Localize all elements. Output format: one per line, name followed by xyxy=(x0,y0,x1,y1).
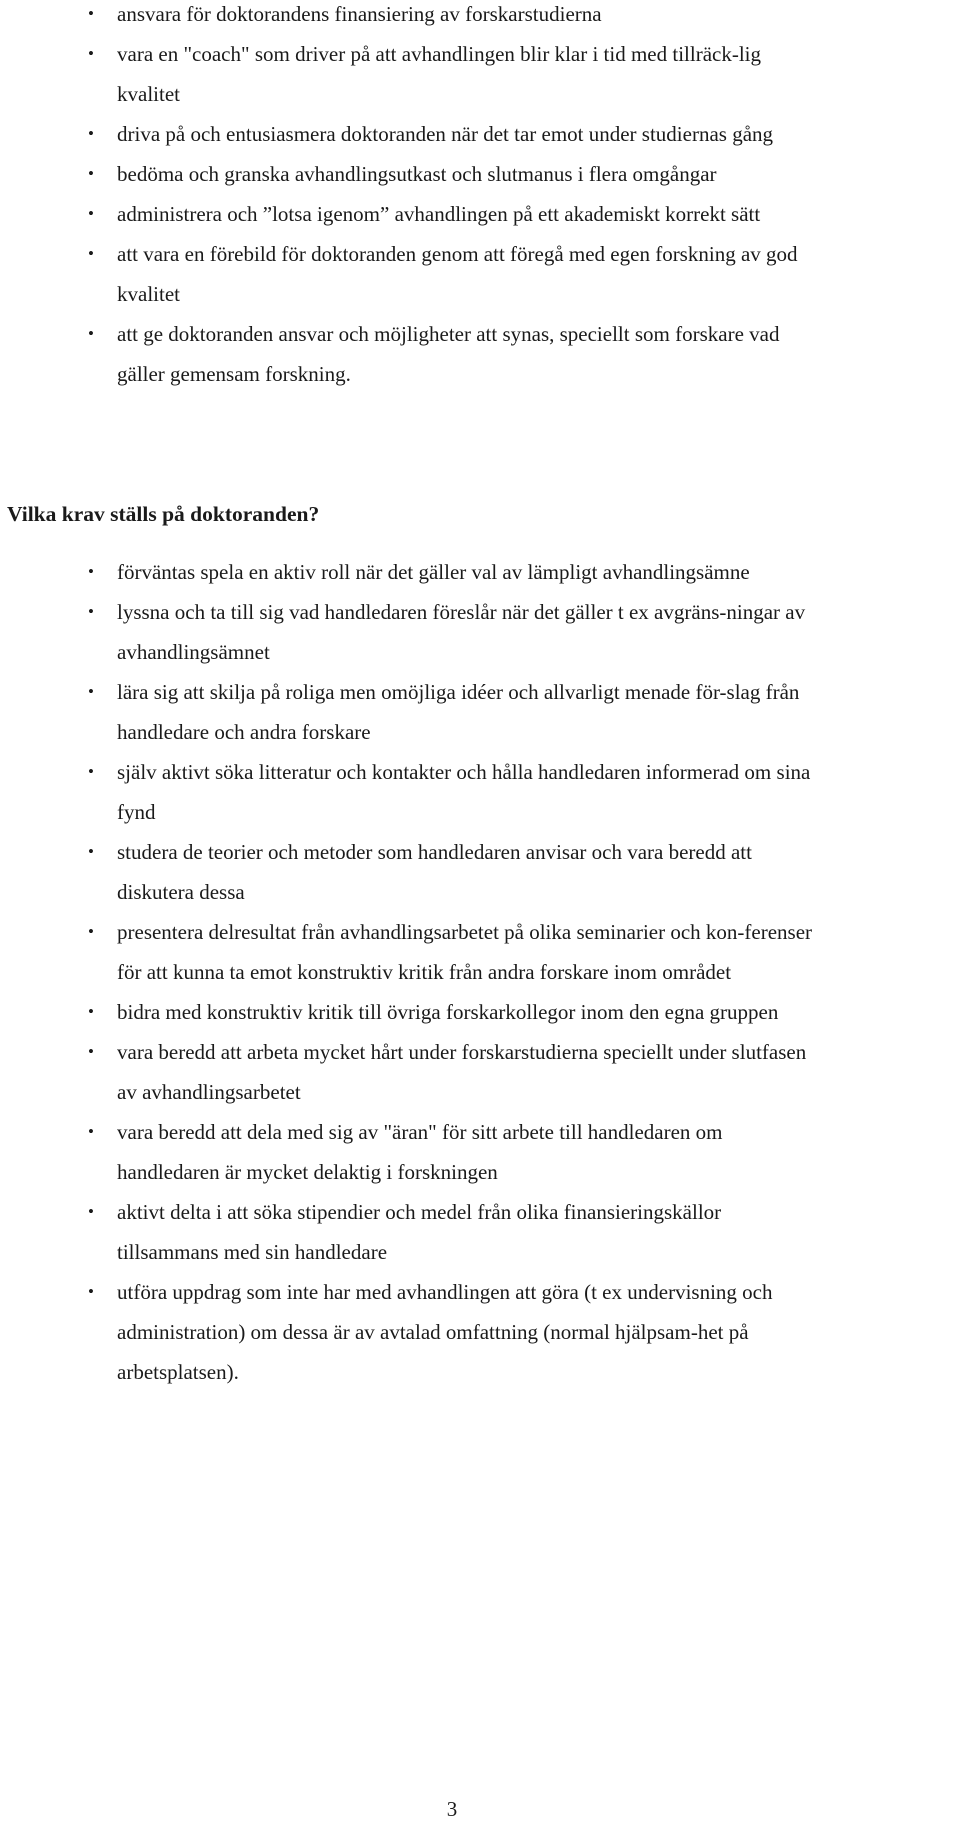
list-item xyxy=(88,1272,818,1392)
list-item-text: ansvara för doktorandens finansiering av forskarstudierna xyxy=(117,2,602,26)
doctoral-student-requirements-list xyxy=(88,552,818,1392)
list-item-text: förväntas spela en aktiv roll när det gäller val av lämpligt avhandlingsämne xyxy=(117,560,750,584)
list-item xyxy=(88,234,818,314)
bullet-icon: • xyxy=(88,922,94,941)
list-item-text: administrera och ”lotsa igenom” avhandlingen på ett akademiskt korrekt sätt xyxy=(117,202,761,226)
bullet-icon: • xyxy=(88,602,94,621)
list-item xyxy=(88,752,818,832)
bullet-icon: • xyxy=(88,124,94,143)
bullet-icon: • xyxy=(88,842,94,861)
list-item xyxy=(88,0,818,34)
bullet-icon: • xyxy=(88,1202,94,1221)
bullet-icon: • xyxy=(88,762,94,781)
list-item-text: studera de teorier och metoder som handledaren anvisar och vara beredd att diskutera dessa xyxy=(117,840,752,904)
list-item xyxy=(88,1112,818,1192)
list-item-text: presentera delresultat från avhandlingsarbetet på olika seminarier och kon-ferenser för att kunna ta emot konstruktiv kritik från andra forskare inom området xyxy=(117,920,813,984)
bullet-icon: • xyxy=(88,244,94,263)
list-item-text: vara beredd att arbeta mycket hårt under forskarstudierna speciellt under slutfasen av avhandlingsarbetet xyxy=(117,1040,807,1104)
bullet-icon: • xyxy=(88,682,94,701)
list-item-text: driva på och entusiasmera doktoranden när det tar emot under studiernas gång xyxy=(117,122,774,146)
bullet-icon: • xyxy=(88,324,94,343)
list-item xyxy=(88,314,818,394)
list-item-text: vara en "coach" som driver på att avhandlingen blir klar i tid med tillräck-lig kvalitet xyxy=(117,42,762,106)
section-heading: Vilka krav ställs på doktoranden? xyxy=(7,502,320,526)
list-item-text: själv aktivt söka litteratur och kontakter och hålla handledaren informerad om sina fynd xyxy=(117,760,811,824)
supervisor-duties-list xyxy=(88,0,818,394)
list-item xyxy=(88,832,818,912)
list-item-text: lyssna och ta till sig vad handledaren föreslår när det gäller t ex avgräns-ningar av avhandlingsämnet xyxy=(117,600,806,664)
list-item xyxy=(88,1192,818,1272)
bullet-icon: • xyxy=(88,1042,94,1061)
list-item xyxy=(88,154,818,194)
bullet-icon: • xyxy=(88,1002,94,1021)
list-item xyxy=(88,1032,818,1112)
list-item-text: vara beredd att dela med sig av "äran" för sitt arbete till handledaren om handledaren är mycket delaktig i forskningen xyxy=(117,1120,723,1184)
list-item-text: utföra uppdrag som inte har med avhandlingen att göra (t ex undervisning och administration) om dessa är av avtalad omfattning (normal hjälpsam-het på arbetsplatsen). xyxy=(117,1280,773,1384)
list-item-text: att ge doktoranden ansvar och möjligheter att synas, speciellt som forskare vad gäller gemensam forskning. xyxy=(117,322,780,386)
list-item xyxy=(88,194,818,234)
bullet-icon: • xyxy=(88,4,94,23)
bullet-icon: • xyxy=(88,204,94,223)
bullet-icon: • xyxy=(88,1122,94,1141)
list-item-text: lära sig att skilja på roliga men omöjliga idéer och allvarligt menade för-slag från handledare och andra forskare xyxy=(117,680,800,744)
bullet-icon: • xyxy=(88,164,94,183)
list-item-text: aktivt delta i att söka stipendier och medel från olika finansieringskällor tillsammans med sin handledare xyxy=(117,1200,722,1264)
list-item-text: att vara en förebild för doktoranden genom att föregå med egen forskning av god kvalitet xyxy=(117,242,798,306)
list-item-text: bidra med konstruktiv kritik till övriga forskarkollegor inom den egna gruppen xyxy=(117,1000,779,1024)
list-item xyxy=(88,552,818,592)
list-item xyxy=(88,992,818,1032)
bullet-icon: • xyxy=(88,1282,94,1301)
list-item xyxy=(88,34,818,114)
list-item-text: bedöma och granska avhandlingsutkast och slutmanus i flera omgångar xyxy=(117,162,717,186)
page-number: 3 xyxy=(446,1797,458,1821)
list-item xyxy=(88,114,818,154)
bullet-icon: • xyxy=(88,562,94,581)
list-item xyxy=(88,912,818,992)
list-item xyxy=(88,592,818,672)
list-item xyxy=(88,672,818,752)
bullet-icon: • xyxy=(88,44,94,63)
